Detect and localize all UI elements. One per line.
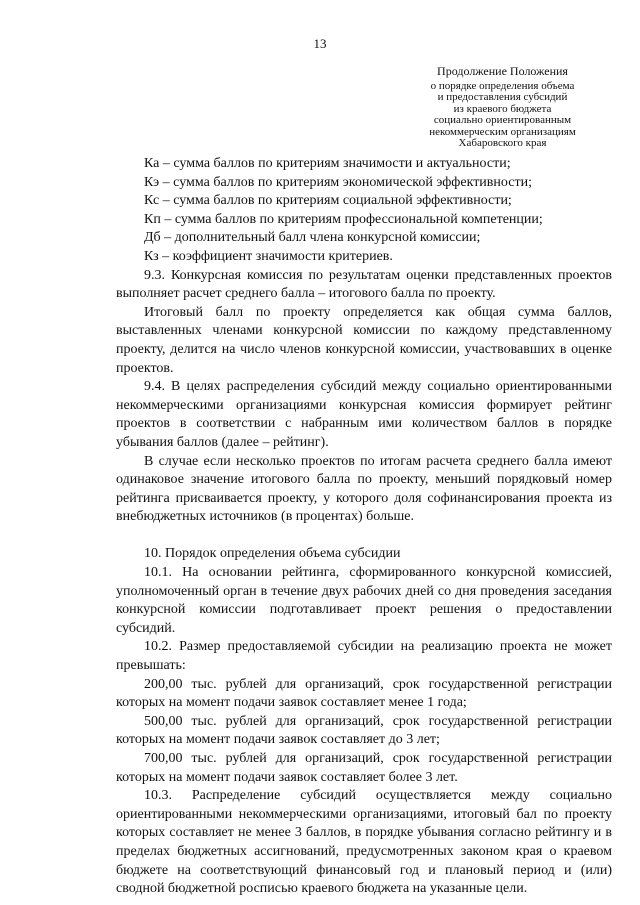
- section-title: 10. Порядок определения объема субсидии: [144, 546, 401, 562]
- section-paragraph: 10.1. На основании рейтинга, сформированного конкурсной комиссией, уполномоченный орган в течение двух рабочих дней со дня проведения заседания конкурсной комиссии подготавливает проект решения о предоставлении субсидий.: [116, 565, 612, 636]
- header-title: Продолжение Положения: [437, 64, 568, 78]
- document-body: [116, 155, 612, 899]
- header-line: социально ориентированным: [433, 114, 572, 126]
- header-line: из краевого бюджета: [453, 102, 552, 115]
- definition-item: Кп – сумма баллов по критериям профессиональной компетенции;: [144, 211, 543, 227]
- header-line: о порядке определения объема: [430, 79, 575, 92]
- header-line: и предоставления субсидий: [437, 91, 568, 103]
- definition-item: Кс – сумма баллов по критериям социальной эффективности;: [144, 193, 512, 209]
- section-paragraph: 10.3. Распределение субсидий осуществляется между социально ориентированными некоммерческими организациями, итоговый бал по проекту которых составляет не менее 3 баллов, в порядке убывания согласно рейтингу и в пределах бюджетных ассигнований, предусмотренных законом края о краевом бюджете на соответствующий финансовый год и плановый период и (или) сводной бюджетной росписью краевого бюджета на указанные цели.: [116, 788, 612, 897]
- section-paragraph: 700,00 тыс. рублей для организаций, срок государственной регистрации которых на момент подачи заявок составляет более 3 лет.: [116, 751, 612, 785]
- section-paragraph: 200,00 тыс. рублей для организаций, срок государственной регистрации которых на момент подачи заявок составляет менее 1 года;: [116, 676, 612, 711]
- paragraph: Итоговый балл по проекту определяется как общая сумма баллов, выставленных членами конкурсной комиссии по каждому представленному проекту, делится на число членов конкурсной комиссии, участвовавших в оценке проектов.: [116, 304, 612, 376]
- document-header: [395, 66, 610, 150]
- paragraph: 9.3. Конкурсная комиссия по результатам оценки представленных проектов выполняет расчет среднего балла – итогового балла по проекту.: [116, 267, 612, 302]
- page-number: 13: [313, 36, 327, 51]
- header-line: некоммерческим организациям: [429, 125, 576, 138]
- definition-item: Кз – коэффициент значимости критериев.: [144, 248, 393, 264]
- paragraph: В случае если несколько проектов по итогам расчета среднего балла имеют одинаковое значение итогового балла по проекту, меньший порядковый номер рейтинга присваивается проекту, у которого доля софинансирования проекта из внебюджетных источников (в процентах) больше.: [116, 453, 612, 525]
- header-line: Хабаровского края: [458, 137, 547, 149]
- definition-item: Ка – сумма баллов по критериям значимости и актуальности;: [144, 156, 511, 171]
- definition-item: Дб – дополнительный балл члена конкурсной комиссии;: [144, 230, 481, 246]
- section-paragraph: 10.2. Размер предоставляемой субсидии на реализацию проекта не может превышать:: [116, 639, 612, 674]
- definition-item: Кэ – сумма баллов по критериям экономической эффективности;: [144, 174, 532, 190]
- paragraph: 9.4. В целях распределения субсидий между социально ориентированными некоммерческими организациями конкурсная комиссия формирует рейтинг проектов в соответствии с набранным ими количеством баллов в порядке убывания баллов (далее – рейтинг).: [116, 379, 612, 450]
- section-paragraph: 500,00 тыс. рублей для организаций, срок государственной регистрации которых на момент подачи заявок составляет до 3 лет;: [116, 713, 612, 748]
